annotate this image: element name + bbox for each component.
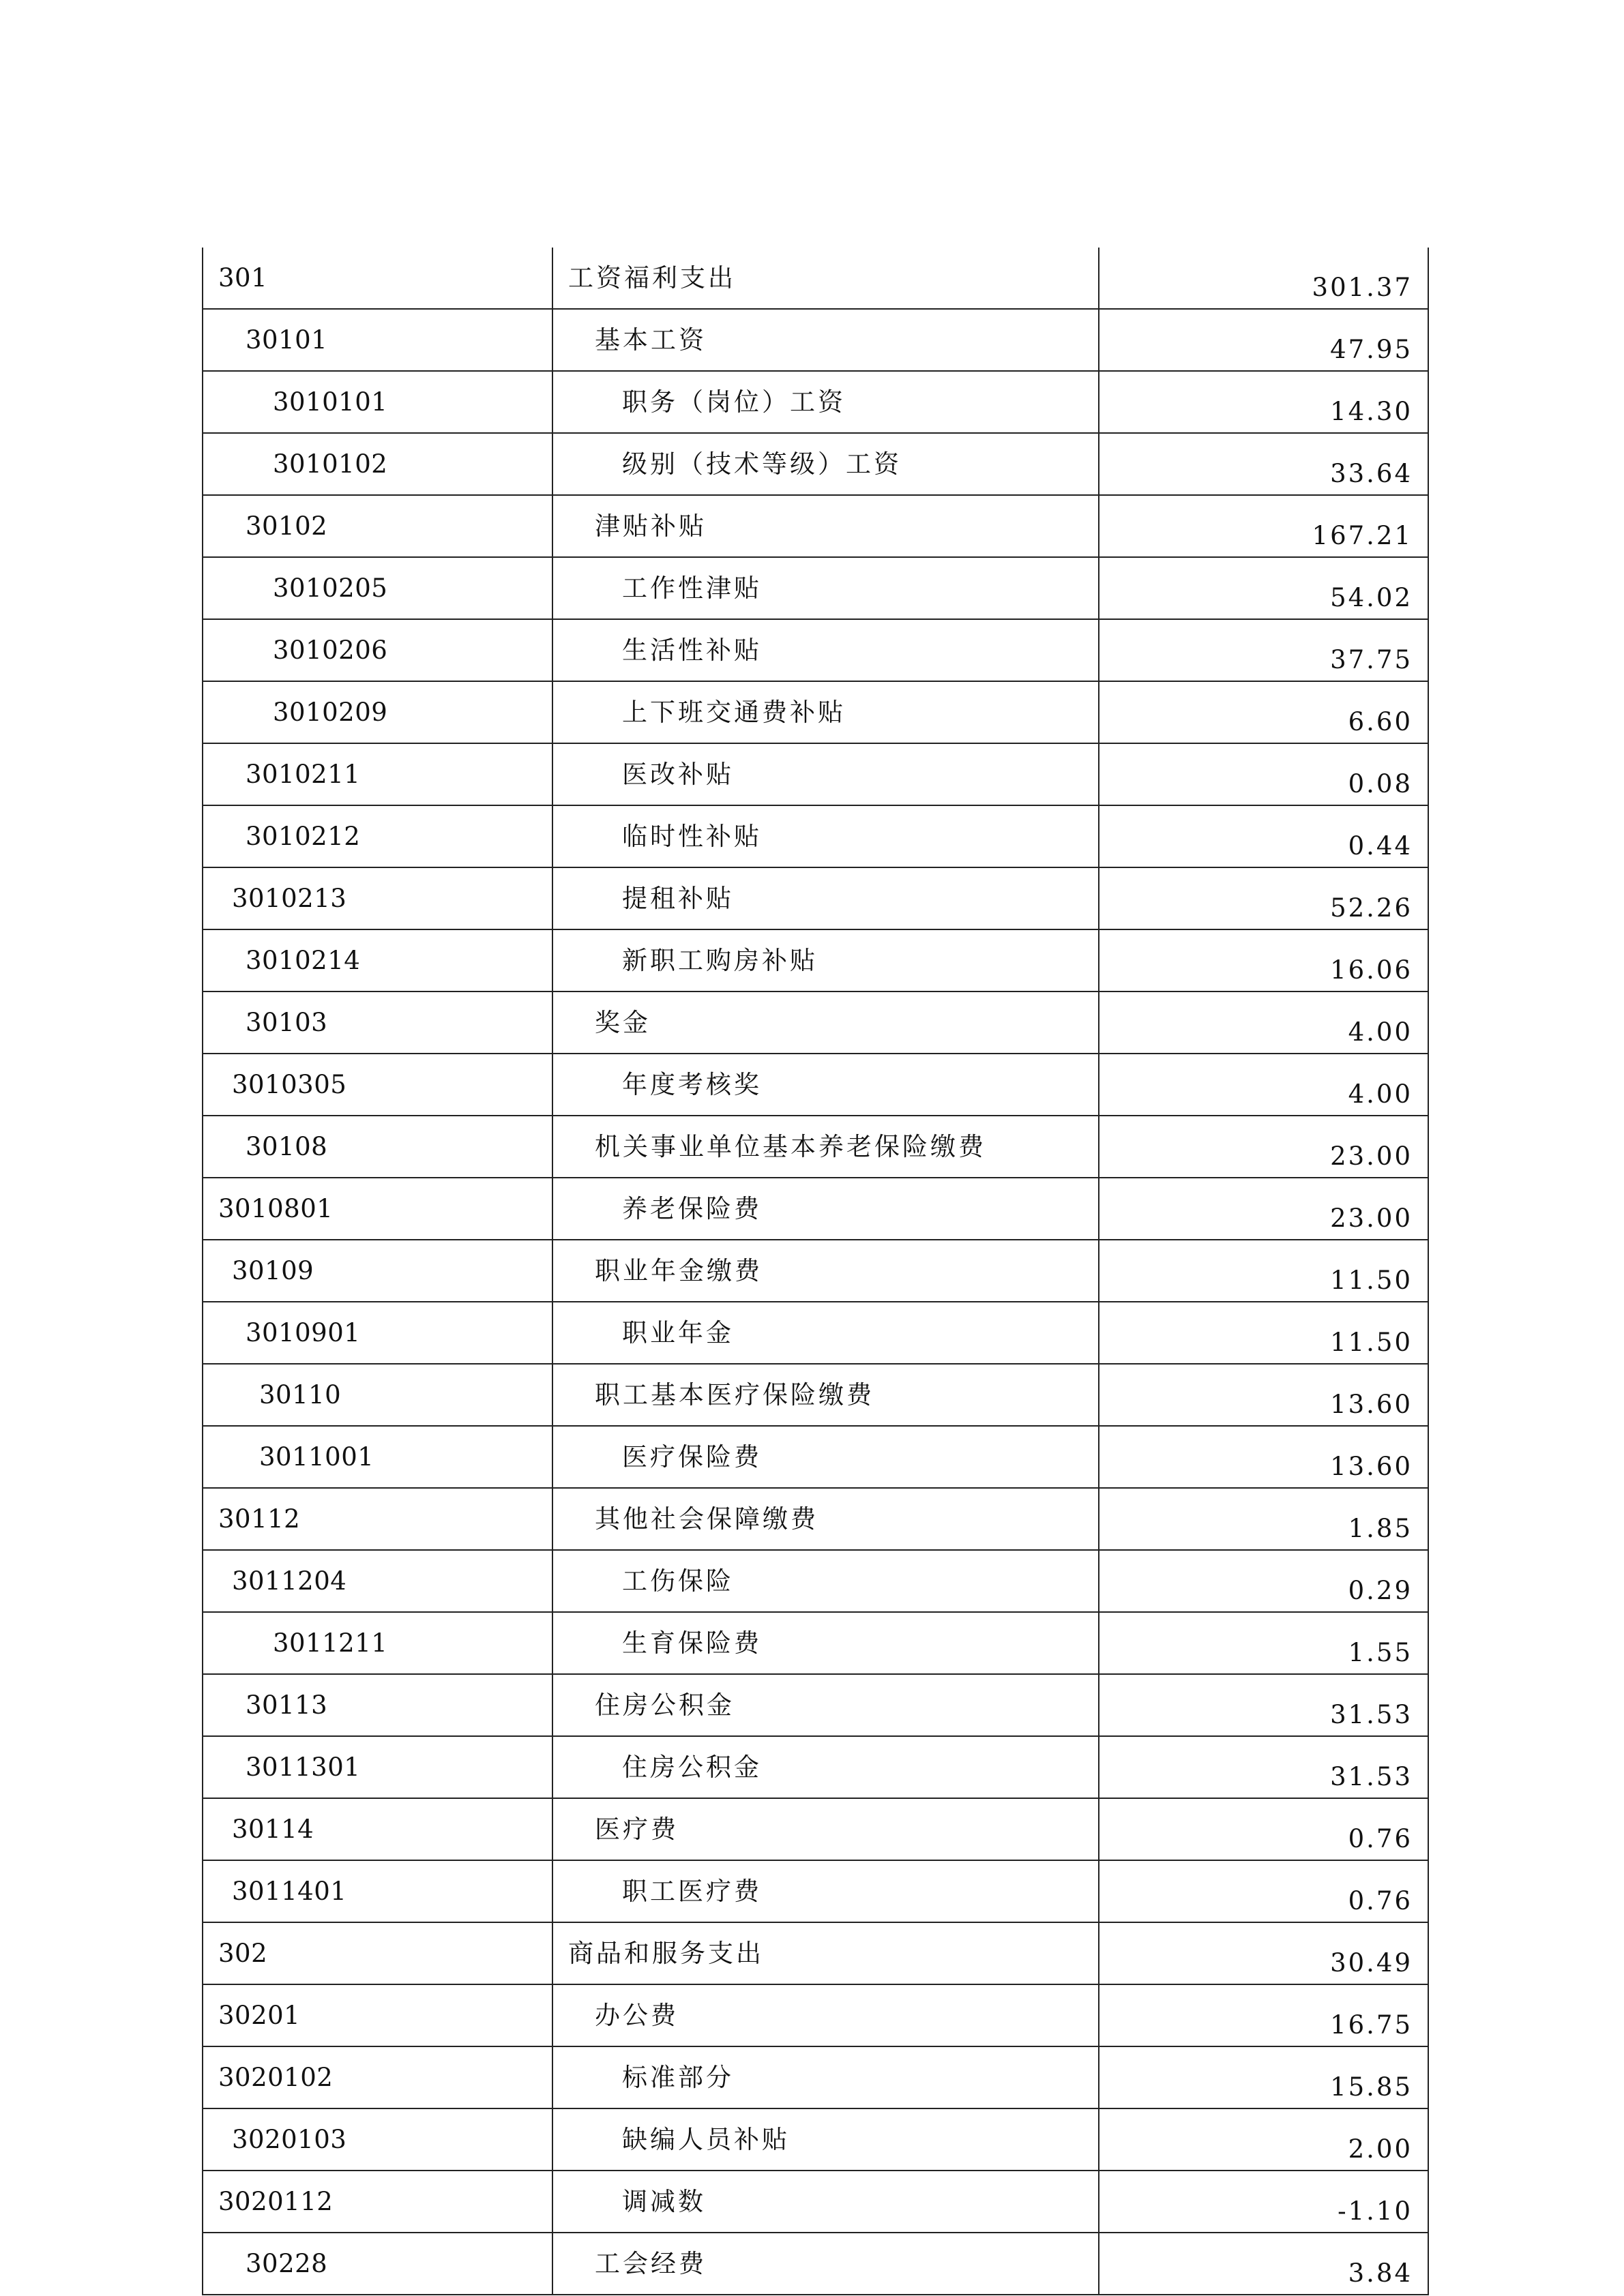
row-code: 3010211 — [203, 743, 552, 805]
table-row — [203, 2046, 1428, 2108]
row-code: 30114 — [203, 1798, 552, 1860]
row-amount: 31.53 — [1099, 1736, 1428, 1798]
row-amount: 54.02 — [1099, 557, 1428, 619]
row-code: 3020103 — [203, 2108, 552, 2171]
row-item-name: 提租补贴 — [552, 867, 1099, 929]
table-row — [203, 867, 1428, 929]
row-amount: 37.75 — [1099, 619, 1428, 681]
row-amount: 0.76 — [1099, 1860, 1428, 1922]
table-row — [203, 1426, 1428, 1488]
row-amount: 6.60 — [1099, 681, 1428, 743]
row-item-name: 商品和服务支出 — [552, 1922, 1099, 1984]
table-row — [203, 2171, 1428, 2233]
table-row — [203, 1054, 1428, 1116]
table-row — [203, 1116, 1428, 1178]
table-row — [203, 1364, 1428, 1426]
row-item-name: 养老保险费 — [552, 1178, 1099, 1240]
row-amount: 13.60 — [1099, 1364, 1428, 1426]
row-code: 3011301 — [203, 1736, 552, 1798]
table-row — [203, 1674, 1428, 1736]
row-code: 30110 — [203, 1364, 552, 1426]
row-code: 3011401 — [203, 1860, 552, 1922]
row-code: 3011001 — [203, 1426, 552, 1488]
row-code: 30201 — [203, 1984, 552, 2046]
row-item-name: 职业年金 — [552, 1302, 1099, 1364]
table-row — [203, 992, 1428, 1054]
row-code: 3010209 — [203, 681, 552, 743]
row-code: 3010213 — [203, 867, 552, 929]
table-row — [203, 805, 1428, 867]
row-code: 30103 — [203, 992, 552, 1054]
table-row — [203, 619, 1428, 681]
row-amount: 13.60 — [1099, 1426, 1428, 1488]
row-amount: 30.49 — [1099, 1922, 1428, 1984]
row-item-name: 办公费 — [552, 1984, 1099, 2046]
row-amount: 11.50 — [1099, 1240, 1428, 1302]
row-code: 3011204 — [203, 1550, 552, 1612]
row-item-name: 职工医疗费 — [552, 1860, 1099, 1922]
table-row — [203, 1302, 1428, 1364]
row-item-name: 医疗保险费 — [552, 1426, 1099, 1488]
row-amount: 11.50 — [1099, 1302, 1428, 1364]
table-row — [203, 1550, 1428, 1612]
row-code: 302 — [203, 1922, 552, 1984]
row-item-name: 年度考核奖 — [552, 1054, 1099, 1116]
row-code: 301 — [203, 248, 552, 309]
row-item-name: 津贴补贴 — [552, 495, 1099, 557]
row-amount: 23.00 — [1099, 1178, 1428, 1240]
table-row — [203, 1736, 1428, 1798]
row-item-name: 级别（技术等级）工资 — [552, 433, 1099, 495]
row-amount: 4.00 — [1099, 1054, 1428, 1116]
row-item-name: 职务（岗位）工资 — [552, 371, 1099, 433]
table-body — [203, 248, 1428, 2295]
table-row — [203, 433, 1428, 495]
row-item-name: 机关事业单位基本养老保险缴费 — [552, 1116, 1099, 1178]
table-row — [203, 2108, 1428, 2171]
row-code: 3010205 — [203, 557, 552, 619]
row-code: 3010305 — [203, 1054, 552, 1116]
row-amount: 16.75 — [1099, 1984, 1428, 2046]
table-row — [203, 1798, 1428, 1860]
table-row — [203, 929, 1428, 992]
row-amount: 4.00 — [1099, 992, 1428, 1054]
row-amount: 15.85 — [1099, 2046, 1428, 2108]
row-amount: 14.30 — [1099, 371, 1428, 433]
row-item-name: 上下班交通费补贴 — [552, 681, 1099, 743]
row-item-name: 奖金 — [552, 992, 1099, 1054]
table-row — [203, 1240, 1428, 1302]
row-amount: 23.00 — [1099, 1116, 1428, 1178]
table-row — [203, 495, 1428, 557]
row-item-name: 工会经费 — [552, 2233, 1099, 2295]
row-item-name: 工作性津贴 — [552, 557, 1099, 619]
row-amount: -1.10 — [1099, 2171, 1428, 2233]
table-row — [203, 743, 1428, 805]
row-code: 30101 — [203, 309, 552, 371]
row-item-name: 生育保险费 — [552, 1612, 1099, 1674]
table-row — [203, 1922, 1428, 1984]
row-code: 30108 — [203, 1116, 552, 1178]
table-row — [203, 681, 1428, 743]
table-row — [203, 248, 1428, 309]
row-item-name: 工资福利支出 — [552, 248, 1099, 309]
row-amount: 0.44 — [1099, 805, 1428, 867]
table-row — [203, 2233, 1428, 2295]
row-item-name: 标准部分 — [552, 2046, 1099, 2108]
row-amount: 33.64 — [1099, 433, 1428, 495]
row-item-name: 新职工购房补贴 — [552, 929, 1099, 992]
row-amount: 0.76 — [1099, 1798, 1428, 1860]
row-amount: 3.84 — [1099, 2233, 1428, 2295]
row-amount: 1.55 — [1099, 1612, 1428, 1674]
row-code: 30109 — [203, 1240, 552, 1302]
row-code: 3010901 — [203, 1302, 552, 1364]
row-code: 3010212 — [203, 805, 552, 867]
row-amount: 31.53 — [1099, 1674, 1428, 1736]
row-item-name: 医疗费 — [552, 1798, 1099, 1860]
table-row — [203, 1984, 1428, 2046]
row-item-name: 工伤保险 — [552, 1550, 1099, 1612]
table-row — [203, 371, 1428, 433]
row-item-name: 其他社会保障缴费 — [552, 1488, 1099, 1550]
row-item-name: 缺编人员补贴 — [552, 2108, 1099, 2171]
row-amount: 301.37 — [1099, 248, 1428, 309]
row-code: 3020102 — [203, 2046, 552, 2108]
row-item-name: 临时性补贴 — [552, 805, 1099, 867]
row-code: 3010101 — [203, 371, 552, 433]
row-item-name: 调减数 — [552, 2171, 1099, 2233]
row-code: 30113 — [203, 1674, 552, 1736]
row-code: 30112 — [203, 1488, 552, 1550]
row-code: 3011211 — [203, 1612, 552, 1674]
row-item-name: 住房公积金 — [552, 1674, 1099, 1736]
row-amount: 16.06 — [1099, 929, 1428, 992]
row-amount: 0.08 — [1099, 743, 1428, 805]
row-amount: 52.26 — [1099, 867, 1428, 929]
row-code: 3010214 — [203, 929, 552, 992]
row-item-name: 职工基本医疗保险缴费 — [552, 1364, 1099, 1426]
row-amount: 167.21 — [1099, 495, 1428, 557]
row-amount: 0.29 — [1099, 1550, 1428, 1612]
table-row — [203, 1178, 1428, 1240]
table-row — [203, 309, 1428, 371]
row-item-name: 医改补贴 — [552, 743, 1099, 805]
row-amount: 1.85 — [1099, 1488, 1428, 1550]
row-item-name: 基本工资 — [552, 309, 1099, 371]
row-code: 3010102 — [203, 433, 552, 495]
table-row — [203, 1860, 1428, 1922]
row-code: 3010801 — [203, 1178, 552, 1240]
row-item-name: 职业年金缴费 — [552, 1240, 1099, 1302]
row-amount: 2.00 — [1099, 2108, 1428, 2171]
row-code: 3010206 — [203, 619, 552, 681]
row-amount: 47.95 — [1099, 309, 1428, 371]
row-code: 30228 — [203, 2233, 552, 2295]
table-row — [203, 1612, 1428, 1674]
row-item-name: 生活性补贴 — [552, 619, 1099, 681]
row-item-name: 住房公积金 — [552, 1736, 1099, 1798]
budget-expenditure-table — [202, 248, 1429, 2295]
row-code: 3020112 — [203, 2171, 552, 2233]
row-code: 30102 — [203, 495, 552, 557]
table-row — [203, 1488, 1428, 1550]
table-row — [203, 557, 1428, 619]
